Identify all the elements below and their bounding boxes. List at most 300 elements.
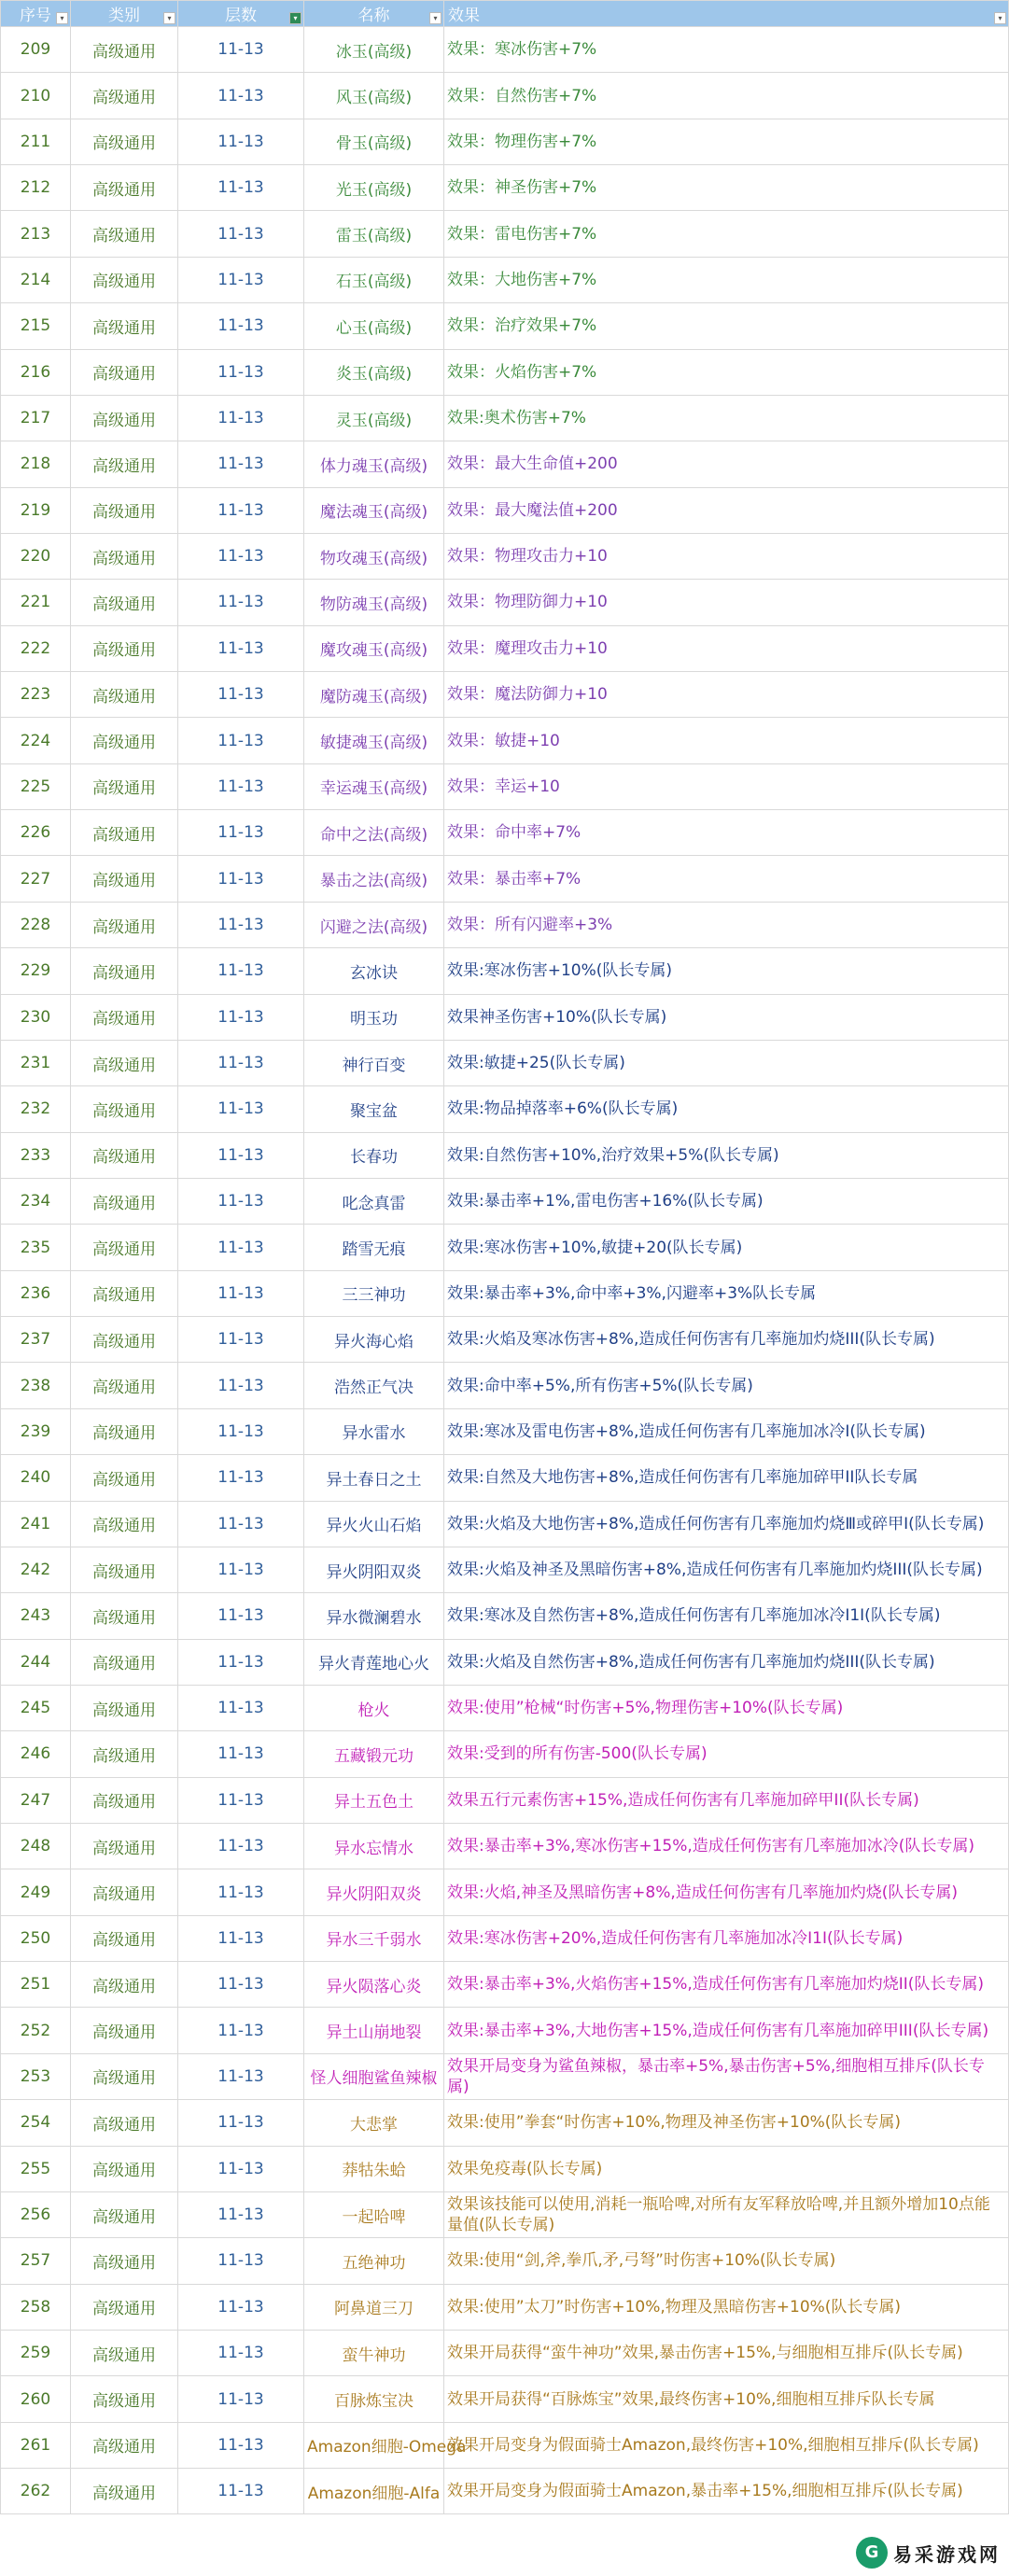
cell-level[interactable]: 11-13 xyxy=(178,1408,304,1454)
cell-level[interactable]: 11-13 xyxy=(178,395,304,441)
cell-category[interactable]: 高级通用 xyxy=(71,1363,178,1408)
cell-index[interactable]: 244 xyxy=(1,1639,71,1685)
cell-effect[interactable]: 效果:火焰,神圣及黑暗伤害+8%,造成任何伤害有几率施加灼烧(队长专属) xyxy=(444,1869,1009,1915)
cell-index[interactable]: 257 xyxy=(1,2238,71,2284)
cell-level[interactable]: 11-13 xyxy=(178,211,304,257)
cell-index[interactable]: 262 xyxy=(1,2469,71,2514)
cell-effect[interactable]: 效果:火焰及神圣及黑暗伤害+8%,造成任何伤害有几率施加灼烧III(队长专属) xyxy=(444,1547,1009,1592)
cell-level[interactable]: 11-13 xyxy=(178,2008,304,2053)
cell-effect[interactable]: 效果：敏捷+10 xyxy=(444,718,1009,763)
cell-name[interactable]: 异火海心焰 xyxy=(304,1317,444,1363)
cell-name[interactable]: 明玉功 xyxy=(304,994,444,1040)
cell-name[interactable]: 异火青莲地心火 xyxy=(304,1639,444,1685)
cell-name[interactable]: 三三神功 xyxy=(304,1270,444,1316)
cell-name[interactable]: 大悲掌 xyxy=(304,2100,444,2146)
cell-index[interactable]: 225 xyxy=(1,763,71,809)
cell-level[interactable]: 11-13 xyxy=(178,1317,304,1363)
cell-name[interactable]: 雷玉(高级) xyxy=(304,211,444,257)
cell-name[interactable]: 五藏锻元功 xyxy=(304,1731,444,1777)
cell-name[interactable]: 命中之法(高级) xyxy=(304,810,444,856)
cell-effect[interactable]: 效果:寒冰伤害+10%,敏捷+20(队长专属) xyxy=(444,1225,1009,1270)
cell-name[interactable]: 魔法魂玉(高级) xyxy=(304,487,444,533)
cell-level[interactable]: 11-13 xyxy=(178,27,304,73)
cell-effect[interactable]: 效果:自然及大地伤害+8%,造成任何伤害有几率施加碎甲II队长专属 xyxy=(444,1455,1009,1501)
cell-level[interactable]: 11-13 xyxy=(178,1225,304,1270)
cell-effect[interactable]: 效果:寒冰伤害+10%(队长专属) xyxy=(444,948,1009,994)
cell-effect[interactable]: 效果:自然伤害+10%,治疗效果+5%(队长专属) xyxy=(444,1132,1009,1178)
watermark xyxy=(856,2537,1001,2569)
cell-level[interactable]: 11-13 xyxy=(178,2376,304,2422)
cell-effect[interactable]: 效果五行元素伤害+15%,造成任何伤害有几率施加碎甲II(队长专属) xyxy=(444,1777,1009,1823)
cell-level[interactable]: 11-13 xyxy=(178,1132,304,1178)
cell-effect[interactable]: 效果:暴击率+3%,大地伤害+15%,造成任何伤害有几率施加碎甲III(队长专属) xyxy=(444,2008,1009,2053)
cell-level[interactable]: 11-13 xyxy=(178,1363,304,1408)
cell-effect[interactable]: 效果:寒冰及自然伤害+8%,造成任何伤害有几率施加冰冷I1I(队长专属) xyxy=(444,1593,1009,1639)
cell-category[interactable]: 高级通用 xyxy=(71,73,178,119)
cell-effect[interactable]: 效果：火焰伤害+7% xyxy=(444,349,1009,395)
cell-index[interactable]: 240 xyxy=(1,1455,71,1501)
table-row xyxy=(1,119,1009,164)
cell-name[interactable]: 枪火 xyxy=(304,1685,444,1730)
cell-level[interactable]: 11-13 xyxy=(178,303,304,349)
cell-level[interactable]: 11-13 xyxy=(178,1685,304,1730)
cell-level[interactable]: 11-13 xyxy=(178,2284,304,2330)
cell-effect[interactable]: 效果:使用”枪械“时伤害+5%,物理伤害+10%(队长专属) xyxy=(444,1685,1009,1730)
cell-effect[interactable]: 效果：神圣伤害+7% xyxy=(444,165,1009,211)
cell-level[interactable]: 11-13 xyxy=(178,1270,304,1316)
cell-effect[interactable]: 效果:使用”太刀”时伤害+10%,物理及黑暗伤害+10%(队长专属) xyxy=(444,2284,1009,2330)
cell-category[interactable]: 高级通用 xyxy=(71,1685,178,1730)
cell-index[interactable]: 241 xyxy=(1,1501,71,1547)
cell-index[interactable]: 246 xyxy=(1,1731,71,1777)
cell-index[interactable]: 250 xyxy=(1,1915,71,1961)
cell-index[interactable]: 261 xyxy=(1,2422,71,2468)
cell-level[interactable]: 11-13 xyxy=(178,1777,304,1823)
cell-level[interactable]: 11-13 xyxy=(178,1593,304,1639)
cell-category[interactable]: 高级通用 xyxy=(71,1225,178,1270)
cell-index[interactable]: 217 xyxy=(1,395,71,441)
cell-category[interactable]: 高级通用 xyxy=(71,1824,178,1869)
cell-level[interactable]: 11-13 xyxy=(178,2191,304,2237)
cell-effect[interactable]: 效果开局变身为假面骑士Amazon,暴击率+15%,细胞相互排斥(队长专属) xyxy=(444,2469,1009,2514)
cell-name[interactable]: 魔攻魂玉(高级) xyxy=(304,625,444,671)
cell-level[interactable]: 11-13 xyxy=(178,1086,304,1132)
cell-name[interactable]: 炎玉(高级) xyxy=(304,349,444,395)
cell-category[interactable]: 高级通用 xyxy=(71,349,178,395)
cell-level[interactable]: 11-13 xyxy=(178,2469,304,2514)
cell-effect[interactable]: 效果神圣伤害+10%(队长专属) xyxy=(444,994,1009,1040)
cell-index[interactable]: 220 xyxy=(1,533,71,579)
cell-name[interactable]: 冰玉(高级) xyxy=(304,27,444,73)
cell-level[interactable]: 11-13 xyxy=(178,856,304,902)
cell-effect[interactable]: 效果:暴击率+3%,火焰伤害+15%,造成任何伤害有几率施加灼烧II(队长专属) xyxy=(444,1962,1009,2008)
cell-category[interactable]: 高级通用 xyxy=(71,2376,178,2422)
cell-category[interactable]: 高级通用 xyxy=(71,948,178,994)
cell-effect[interactable]: 效果开局变身为鲨鱼辣椒，暴击率+5%,暴击伤害+5%,细胞相互排斥(队长专属) xyxy=(444,2053,1009,2099)
cell-category[interactable]: 高级通用 xyxy=(71,2053,178,2099)
cell-level[interactable]: 11-13 xyxy=(178,2100,304,2146)
cell-name[interactable]: 踏雪无痕 xyxy=(304,1225,444,1270)
cell-name[interactable]: 物攻魂玉(高级) xyxy=(304,533,444,579)
cell-level[interactable]: 11-13 xyxy=(178,2146,304,2191)
cell-index[interactable]: 237 xyxy=(1,1317,71,1363)
cell-index[interactable]: 258 xyxy=(1,2284,71,2330)
cell-category[interactable]: 高级通用 xyxy=(71,303,178,349)
cell-name[interactable]: 叱念真雷 xyxy=(304,1178,444,1224)
cell-category[interactable]: 高级通用 xyxy=(71,810,178,856)
cell-effect[interactable]: 效果开局获得“蛮牛神功”效果,暴击伤害+15%,与细胞相互排斥(队长专属) xyxy=(444,2330,1009,2375)
filter-active-icon[interactable]: ▾ xyxy=(289,12,301,24)
cell-index[interactable]: 226 xyxy=(1,810,71,856)
cell-effect[interactable]: 效果免疫毒(队长专属) xyxy=(444,2146,1009,2191)
cell-level[interactable]: 11-13 xyxy=(178,1915,304,1961)
table-row xyxy=(1,487,1009,533)
cell-category[interactable]: 高级通用 xyxy=(71,257,178,302)
cell-index[interactable]: 235 xyxy=(1,1225,71,1270)
cell-category[interactable]: 高级通用 xyxy=(71,1639,178,1685)
cell-name[interactable]: 幸运魂玉(高级) xyxy=(304,763,444,809)
cell-name[interactable]: 聚宝盆 xyxy=(304,1086,444,1132)
cell-index[interactable]: 245 xyxy=(1,1685,71,1730)
cell-effect[interactable]: 效果：治疗效果+7% xyxy=(444,303,1009,349)
cell-name[interactable]: 异水忘情水 xyxy=(304,1824,444,1869)
cell-index[interactable]: 216 xyxy=(1,349,71,395)
cell-index[interactable]: 212 xyxy=(1,165,71,211)
cell-index[interactable]: 231 xyxy=(1,1040,71,1085)
cell-level[interactable]: 11-13 xyxy=(178,257,304,302)
cell-name[interactable]: 体力魂玉(高级) xyxy=(304,441,444,487)
cell-effect[interactable]: 效果：物理防御力+10 xyxy=(444,580,1009,625)
cell-name[interactable]: 异土春日之土 xyxy=(304,1455,444,1501)
cell-index[interactable]: 233 xyxy=(1,1132,71,1178)
cell-index[interactable]: 221 xyxy=(1,580,71,625)
cell-index[interactable]: 259 xyxy=(1,2330,71,2375)
cell-category[interactable]: 高级通用 xyxy=(71,1915,178,1961)
cell-category[interactable]: 高级通用 xyxy=(71,1270,178,1316)
cell-category[interactable]: 高级通用 xyxy=(71,994,178,1040)
cell-effect[interactable]: 效果：雷电伤害+7% xyxy=(444,211,1009,257)
cell-level[interactable]: 11-13 xyxy=(178,2330,304,2375)
cell-effect[interactable]: 效果：暴击率+7% xyxy=(444,856,1009,902)
table-row xyxy=(1,810,1009,856)
table-row xyxy=(1,27,1009,73)
cell-name[interactable]: Amazon细胞-Omega xyxy=(304,2422,444,2468)
cell-index[interactable]: 215 xyxy=(1,303,71,349)
cell-category[interactable]: 高级通用 xyxy=(71,487,178,533)
cell-index[interactable]: 218 xyxy=(1,441,71,487)
cell-category[interactable]: 高级通用 xyxy=(71,2146,178,2191)
cell-index[interactable]: 224 xyxy=(1,718,71,763)
header-level[interactable]: 层数 ▾ xyxy=(178,1,304,27)
cell-name[interactable]: 蛮牛神功 xyxy=(304,2330,444,2375)
cell-category[interactable]: 高级通用 xyxy=(71,1408,178,1454)
cell-name[interactable]: 敏捷魂玉(高级) xyxy=(304,718,444,763)
cell-category[interactable]: 高级通用 xyxy=(71,1455,178,1501)
cell-level[interactable]: 11-13 xyxy=(178,73,304,119)
cell-name[interactable]: 一起哈啤 xyxy=(304,2191,444,2237)
table-row xyxy=(1,1777,1009,1823)
cell-category[interactable]: 高级通用 xyxy=(71,1132,178,1178)
cell-level[interactable]: 11-13 xyxy=(178,533,304,579)
header-index[interactable]: 序号 ▾ xyxy=(1,1,71,27)
cell-name[interactable]: 异水三千弱水 xyxy=(304,1915,444,1961)
cell-index[interactable]: 256 xyxy=(1,2191,71,2237)
cell-effect[interactable]: 效果:暴击率+1%,雷电伤害+16%(队长专属) xyxy=(444,1178,1009,1224)
cell-name[interactable]: 百脉炼宝决 xyxy=(304,2376,444,2422)
cell-effect[interactable]: 效果:使用“剑,斧,拳爪,矛,弓弩”时伤害+10%(队长专属) xyxy=(444,2238,1009,2284)
cell-name[interactable]: 风玉(高级) xyxy=(304,73,444,119)
cell-category[interactable]: 高级通用 xyxy=(71,165,178,211)
table-row xyxy=(1,718,1009,763)
cell-effect[interactable]: 效果:寒冰伤害+20%,造成任何伤害有几率施加冰冷I1I(队长专属) xyxy=(444,1915,1009,1961)
cell-level[interactable]: 11-13 xyxy=(178,2238,304,2284)
cell-index[interactable]: 253 xyxy=(1,2053,71,2099)
cell-index[interactable]: 213 xyxy=(1,211,71,257)
cell-level[interactable]: 11-13 xyxy=(178,1639,304,1685)
cell-index[interactable]: 214 xyxy=(1,257,71,302)
cell-category[interactable]: 高级通用 xyxy=(71,2422,178,2468)
cell-level[interactable]: 11-13 xyxy=(178,441,304,487)
cell-name[interactable]: 异水微澜碧水 xyxy=(304,1593,444,1639)
cell-name[interactable]: 长春功 xyxy=(304,1132,444,1178)
cell-index[interactable]: 234 xyxy=(1,1178,71,1224)
cell-level[interactable]: 11-13 xyxy=(178,1869,304,1915)
cell-name[interactable]: 玄冰诀 xyxy=(304,948,444,994)
cell-index[interactable]: 238 xyxy=(1,1363,71,1408)
table-row xyxy=(1,994,1009,1040)
cell-name[interactable]: 异火陨落心炎 xyxy=(304,1962,444,2008)
header-effect[interactable]: 效果 ▾ xyxy=(444,1,1009,27)
table-row xyxy=(1,2238,1009,2284)
cell-category[interactable]: 高级通用 xyxy=(71,625,178,671)
cell-level[interactable]: 11-13 xyxy=(178,119,304,164)
cell-name[interactable]: 骨玉(高级) xyxy=(304,119,444,164)
cell-effect[interactable]: 效果:火焰及大地伤害+8%,造成任何伤害有几率施加灼烧Ⅲ或碎甲I(队长专属) xyxy=(444,1501,1009,1547)
cell-name[interactable]: 异火阴阳双炎 xyxy=(304,1547,444,1592)
cell-index[interactable]: 242 xyxy=(1,1547,71,1592)
cell-index[interactable]: 239 xyxy=(1,1408,71,1454)
cell-category[interactable]: 高级通用 xyxy=(71,1501,178,1547)
table-row xyxy=(1,672,1009,718)
table-row xyxy=(1,763,1009,809)
cell-name[interactable]: 石玉(高级) xyxy=(304,257,444,302)
cell-level[interactable]: 11-13 xyxy=(178,672,304,718)
cell-name[interactable]: 怪人细胞鲨鱼辣椒 xyxy=(304,2053,444,2099)
cell-index[interactable]: 260 xyxy=(1,2376,71,2422)
cell-level[interactable]: 11-13 xyxy=(178,1040,304,1085)
filter-dropdown-icon[interactable]: ▾ xyxy=(56,12,68,24)
table-row xyxy=(1,1086,1009,1132)
cell-effect[interactable]: 效果：物理攻击力+10 xyxy=(444,533,1009,579)
cell-index[interactable]: 228 xyxy=(1,902,71,947)
cell-category[interactable]: 高级通用 xyxy=(71,211,178,257)
cell-index[interactable]: 247 xyxy=(1,1777,71,1823)
cell-index[interactable]: 211 xyxy=(1,119,71,164)
cell-category[interactable]: 高级通用 xyxy=(71,1962,178,2008)
cell-index[interactable]: 249 xyxy=(1,1869,71,1915)
cell-category[interactable]: 高级通用 xyxy=(71,2008,178,2053)
cell-effect[interactable]: 效果：大地伤害+7% xyxy=(444,257,1009,302)
cell-category[interactable]: 高级通用 xyxy=(71,580,178,625)
cell-name[interactable]: 异土五色土 xyxy=(304,1777,444,1823)
cell-level[interactable]: 11-13 xyxy=(178,1178,304,1224)
cell-name[interactable]: 阿鼻道三刀 xyxy=(304,2284,444,2330)
cell-category[interactable]: 高级通用 xyxy=(71,2238,178,2284)
cell-level[interactable]: 11-13 xyxy=(178,625,304,671)
cell-effect[interactable]: 效果：自然伤害+7% xyxy=(444,73,1009,119)
cell-level[interactable]: 11-13 xyxy=(178,763,304,809)
table-row xyxy=(1,1225,1009,1270)
cell-name[interactable]: 闪避之法(高级) xyxy=(304,902,444,947)
filter-dropdown-icon[interactable]: ▾ xyxy=(994,12,1006,24)
cell-level[interactable]: 11-13 xyxy=(178,1731,304,1777)
cell-effect[interactable]: 效果：魔理攻击力+10 xyxy=(444,625,1009,671)
cell-level[interactable]: 11-13 xyxy=(178,948,304,994)
cell-name[interactable]: Amazon细胞-Alfa xyxy=(304,2469,444,2514)
cell-effect[interactable]: 效果:暴击率+3%,命中率+3%,闪避率+3%队长专属 xyxy=(444,1270,1009,1316)
cell-category[interactable]: 高级通用 xyxy=(71,1547,178,1592)
cell-effect[interactable]: 效果：寒冰伤害+7% xyxy=(444,27,1009,73)
cell-category[interactable]: 高级通用 xyxy=(71,902,178,947)
table-row xyxy=(1,1132,1009,1178)
cell-effect[interactable]: 效果:火焰及寒冰伤害+8%,造成任何伤害有几率施加灼烧III(队长专属) xyxy=(444,1317,1009,1363)
cell-effect[interactable]: 效果:敏捷+25(队长专属) xyxy=(444,1040,1009,1085)
cell-name[interactable]: 莽牯朱蛤 xyxy=(304,2146,444,2191)
cell-name[interactable]: 五绝神功 xyxy=(304,2238,444,2284)
cell-index[interactable]: 254 xyxy=(1,2100,71,2146)
cell-name[interactable]: 光玉(高级) xyxy=(304,165,444,211)
cell-category[interactable]: 高级通用 xyxy=(71,1178,178,1224)
cell-effect[interactable]: 效果：所有闪避率+3% xyxy=(444,902,1009,947)
cell-index[interactable]: 230 xyxy=(1,994,71,1040)
cell-level[interactable]: 11-13 xyxy=(178,1501,304,1547)
cell-name[interactable]: 异火阴阳双炎 xyxy=(304,1869,444,1915)
cell-name[interactable]: 神行百变 xyxy=(304,1040,444,1085)
cell-level[interactable]: 11-13 xyxy=(178,810,304,856)
cell-effect[interactable]: 效果开局变身为假面骑士Amazon,最终伤害+10%,细胞相互排斥(队长专属) xyxy=(444,2422,1009,2468)
table-row xyxy=(1,2100,1009,2146)
cell-category[interactable]: 高级通用 xyxy=(71,2330,178,2375)
cell-index[interactable]: 222 xyxy=(1,625,71,671)
cell-effect[interactable]: 效果开局获得“百脉炼宝”效果,最终伤害+10%,细胞相互排斥队长专属 xyxy=(444,2376,1009,2422)
cell-name[interactable]: 异土山崩地裂 xyxy=(304,2008,444,2053)
cell-index[interactable]: 227 xyxy=(1,856,71,902)
cell-effect[interactable]: 效果：最大魔法值+200 xyxy=(444,487,1009,533)
cell-category[interactable]: 高级通用 xyxy=(71,2469,178,2514)
cell-category[interactable]: 高级通用 xyxy=(71,1777,178,1823)
table-row xyxy=(1,1270,1009,1316)
cell-index[interactable]: 252 xyxy=(1,2008,71,2053)
cell-name[interactable]: 魔防魂玉(高级) xyxy=(304,672,444,718)
cell-category[interactable]: 高级通用 xyxy=(71,2191,178,2237)
cell-name[interactable]: 物防魂玉(高级) xyxy=(304,580,444,625)
cell-effect[interactable]: 效果：物理伤害+7% xyxy=(444,119,1009,164)
cell-level[interactable]: 11-13 xyxy=(178,1824,304,1869)
cell-level[interactable]: 11-13 xyxy=(178,718,304,763)
cell-category[interactable]: 高级通用 xyxy=(71,856,178,902)
header-category[interactable]: 类别 ▾ xyxy=(71,1,178,27)
cell-index[interactable]: 232 xyxy=(1,1086,71,1132)
cell-category[interactable]: 高级通用 xyxy=(71,1593,178,1639)
cell-index[interactable]: 209 xyxy=(1,27,71,73)
cell-level[interactable]: 11-13 xyxy=(178,1962,304,2008)
cell-name[interactable]: 浩然正气决 xyxy=(304,1363,444,1408)
cell-effect[interactable]: 效果：魔法防御力+10 xyxy=(444,672,1009,718)
cell-level[interactable]: 11-13 xyxy=(178,1455,304,1501)
cell-effect[interactable]: 效果：最大生命值+200 xyxy=(444,441,1009,487)
header-name[interactable]: 名称 ▾ xyxy=(304,1,444,27)
cell-category[interactable]: 高级通用 xyxy=(71,2100,178,2146)
cell-effect[interactable]: 效果:物品掉落率+6%(队长专属) xyxy=(444,1086,1009,1132)
cell-level[interactable]: 11-13 xyxy=(178,349,304,395)
cell-category[interactable]: 高级通用 xyxy=(71,1317,178,1363)
cell-index[interactable]: 210 xyxy=(1,73,71,119)
cell-index[interactable]: 243 xyxy=(1,1593,71,1639)
cell-category[interactable]: 高级通用 xyxy=(71,672,178,718)
cell-category[interactable]: 高级通用 xyxy=(71,718,178,763)
filter-dropdown-icon[interactable]: ▾ xyxy=(429,12,441,24)
cell-effect[interactable]: 效果该技能可以使用,消耗一瓶哈啤,对所有友军释放哈啤,并且额外增加10点能量值(队长专属) xyxy=(444,2191,1009,2237)
cell-level[interactable]: 11-13 xyxy=(178,902,304,947)
cell-category[interactable]: 高级通用 xyxy=(71,27,178,73)
cell-level[interactable]: 11-13 xyxy=(178,487,304,533)
cell-index[interactable]: 223 xyxy=(1,672,71,718)
cell-level[interactable]: 11-13 xyxy=(178,2053,304,2099)
cell-category[interactable]: 高级通用 xyxy=(71,395,178,441)
cell-level[interactable]: 11-13 xyxy=(178,165,304,211)
cell-category[interactable]: 高级通用 xyxy=(71,533,178,579)
cell-name[interactable]: 暴击之法(高级) xyxy=(304,856,444,902)
filter-dropdown-icon[interactable]: ▾ xyxy=(163,12,175,24)
cell-index[interactable]: 255 xyxy=(1,2146,71,2191)
cell-effect[interactable]: 效果:使用”拳套“时伤害+10%,物理及神圣伤害+10%(队长专属) xyxy=(444,2100,1009,2146)
cell-level[interactable]: 11-13 xyxy=(178,580,304,625)
cell-name[interactable]: 心玉(高级) xyxy=(304,303,444,349)
cell-index[interactable]: 236 xyxy=(1,1270,71,1316)
cell-effect[interactable]: 效果:寒冰及雷电伤害+8%,造成任何伤害有几率施加冰冷I(队长专属) xyxy=(444,1408,1009,1454)
cell-index[interactable]: 248 xyxy=(1,1824,71,1869)
table-row xyxy=(1,2008,1009,2053)
cell-category[interactable]: 高级通用 xyxy=(71,119,178,164)
cell-index[interactable]: 251 xyxy=(1,1962,71,2008)
cell-level[interactable]: 11-13 xyxy=(178,1547,304,1592)
cell-category[interactable]: 高级通用 xyxy=(71,1040,178,1085)
cell-name[interactable]: 异水雷水 xyxy=(304,1408,444,1454)
cell-name[interactable]: 异火火山石焰 xyxy=(304,1501,444,1547)
cell-effect[interactable]: 效果：幸运+10 xyxy=(444,763,1009,809)
cell-category[interactable]: 高级通用 xyxy=(71,441,178,487)
cell-effect[interactable]: 效果:命中率+5%,所有伤害+5%(队长专属) xyxy=(444,1363,1009,1408)
cell-category[interactable]: 高级通用 xyxy=(71,1869,178,1915)
cell-name[interactable]: 灵玉(高级) xyxy=(304,395,444,441)
cell-effect[interactable]: 效果：命中率+7% xyxy=(444,810,1009,856)
cell-index[interactable]: 229 xyxy=(1,948,71,994)
cell-effect[interactable]: 效果:暴击率+3%,寒冰伤害+15%,造成任何伤害有几率施加冰冷(队长专属) xyxy=(444,1824,1009,1869)
table-row xyxy=(1,257,1009,302)
cell-effect[interactable]: 效果:火焰及自然伤害+8%,造成任何伤害有几率施加灼烧III(队长专属) xyxy=(444,1639,1009,1685)
cell-index[interactable]: 219 xyxy=(1,487,71,533)
cell-category[interactable]: 高级通用 xyxy=(71,1086,178,1132)
table-row xyxy=(1,349,1009,395)
cell-effect[interactable]: 效果:奥术伤害+7% xyxy=(444,395,1009,441)
cell-category[interactable]: 高级通用 xyxy=(71,1731,178,1777)
cell-category[interactable]: 高级通用 xyxy=(71,763,178,809)
cell-category[interactable]: 高级通用 xyxy=(71,2284,178,2330)
cell-level[interactable]: 11-13 xyxy=(178,994,304,1040)
table-row xyxy=(1,165,1009,211)
cell-effect[interactable]: 效果:受到的所有伤害-500(队长专属) xyxy=(444,1731,1009,1777)
cell-level[interactable]: 11-13 xyxy=(178,2422,304,2468)
